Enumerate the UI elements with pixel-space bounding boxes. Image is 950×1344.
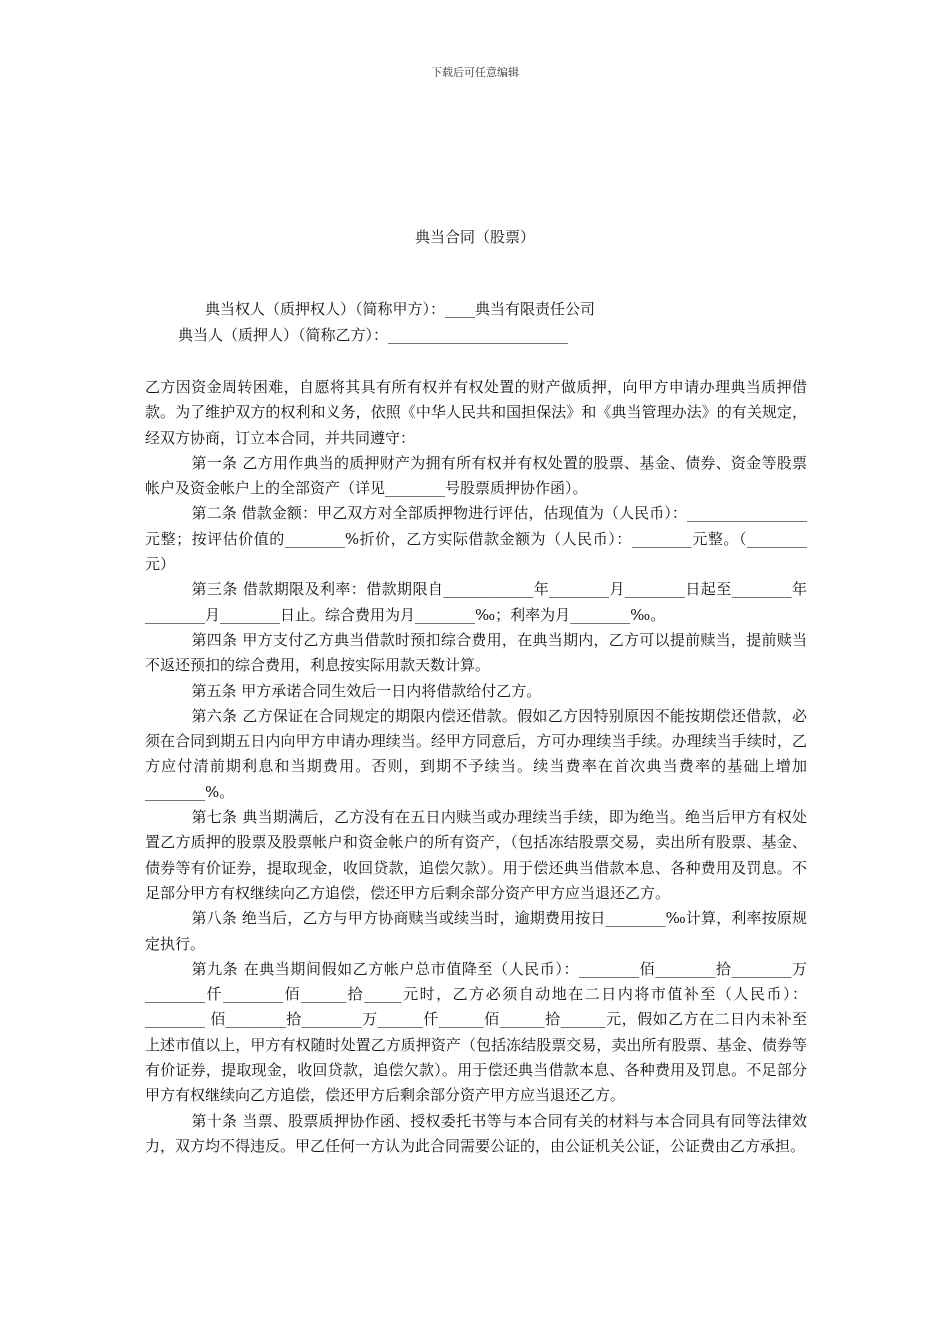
clause-5: 第五条 甲方承诺合同生效后一日内将借款给付乙方。 [191, 681, 542, 700]
clause-2: 第二条 借款金额：甲乙双方对全部质押物进行评估，估现值为（人民币）：________________元整；按评估价值的________%折价，乙方实际借款金额为（人民币）：________元整。（________元） [145, 504, 807, 574]
header-note: 下载后可任意编辑 [431, 66, 519, 79]
party-b-line: 典当人（质押人）（简称乙方）：________________________ [178, 326, 569, 344]
clause-3: 第三条 借款期限及利率：借款期限自____________年________月________日起至________年________月________日止。综合费用为月________‰；利率为月________‰。 [145, 580, 807, 624]
clause-7: 第七条 典当期满后，乙方没有在五日内赎当或办理续当手续，即为绝当。绝当后甲方有权处置乙方质押的股票及股票帐户和资金帐户的所有资产，（包括冻结股票交易，卖出所有股票、基金、债券等有价证券，提取现金，收回贷款，追偿欠款）。用于偿还典当借款本息、各种费用及罚息。不足部分甲方有权继续向乙方追偿，偿还甲方后剩余部分资产甲方应当退还乙方。 [145, 808, 807, 902]
clause-8: 第八条 绝当后，乙方与甲方协商赎当或续当时，逾期费用按日________‰计算，利率按原规定执行。 [145, 909, 807, 953]
clause-9: 第九条 在典当期间假如乙方帐户总市值降至（人民币）：________佰________拾________万________仟________佰______拾_____元时，乙方必须自动地在二日内将市值补至（人民币）：________ 佰________拾________万______仟______佰______拾______元，假如乙方在二日内未补至上述市值以上，甲方有权随时处置乙方质押资产（包括冻结股票交易，卖出所有股票、基金、债券等有价证券，提取现金，收回贷款，追偿欠款）。用于偿还典当借款本息、各种费用及罚息。不足部分甲方有权继续向乙方追偿，偿还甲方后剩余部分资产甲方应当退还乙方。 [145, 959, 807, 1105]
intro-paragraph: 乙方因资金周转困难，自愿将其具有所有权并有权处置的财产做质押，向甲方申请办理典当质押借款。为了维护双方的权利和义务，依照《中华人民共和国担保法》和《典当管理办法》的有关规定，经双方协商，订立本合同，并共同遵守： [145, 378, 807, 447]
clause-6: 第六条 乙方保证在合同规定的期限内偿还借款。假如乙方因特别原因不能按期偿还借款，必须在合同到期五日内向甲方申请办理续当。经甲方同意后，方可办理续当手续。办理续当手续时，乙方应付清前期利息和当期费用。否则，到期不予续当。续当费率在首次典当费率的基础上增加________%。 [145, 706, 807, 801]
party-a-line: 典当权人（质押权人）（简称甲方）：____典当有限责任公司 [205, 300, 596, 318]
clause-1: 第一条 乙方用作典当的质押财产为拥有所有权并有权处置的股票、基金、债券、资金等股票帐户及资金帐户上的全部资产（详见________号股票质押协作函）。 [145, 453, 807, 498]
clause-10: 第十条 当票、股票质押协作函、授权委托书等与本合同有关的材料与本合同具有同等法律效力，双方均不得违反。甲乙任何一方认为此合同需要公证的，由公证机关公证，公证费由乙方承担。 [145, 1111, 807, 1155]
contract-body [145, 375, 807, 1159]
clause-4: 第四条 甲方支付乙方典当借款时预扣综合费用，在典当期内，乙方可以提前赎当，提前赎当不返还预扣的综合费用，利息按实际用款天数计算。 [145, 630, 807, 675]
contract-title: 典当合同（股票） [414, 228, 535, 246]
